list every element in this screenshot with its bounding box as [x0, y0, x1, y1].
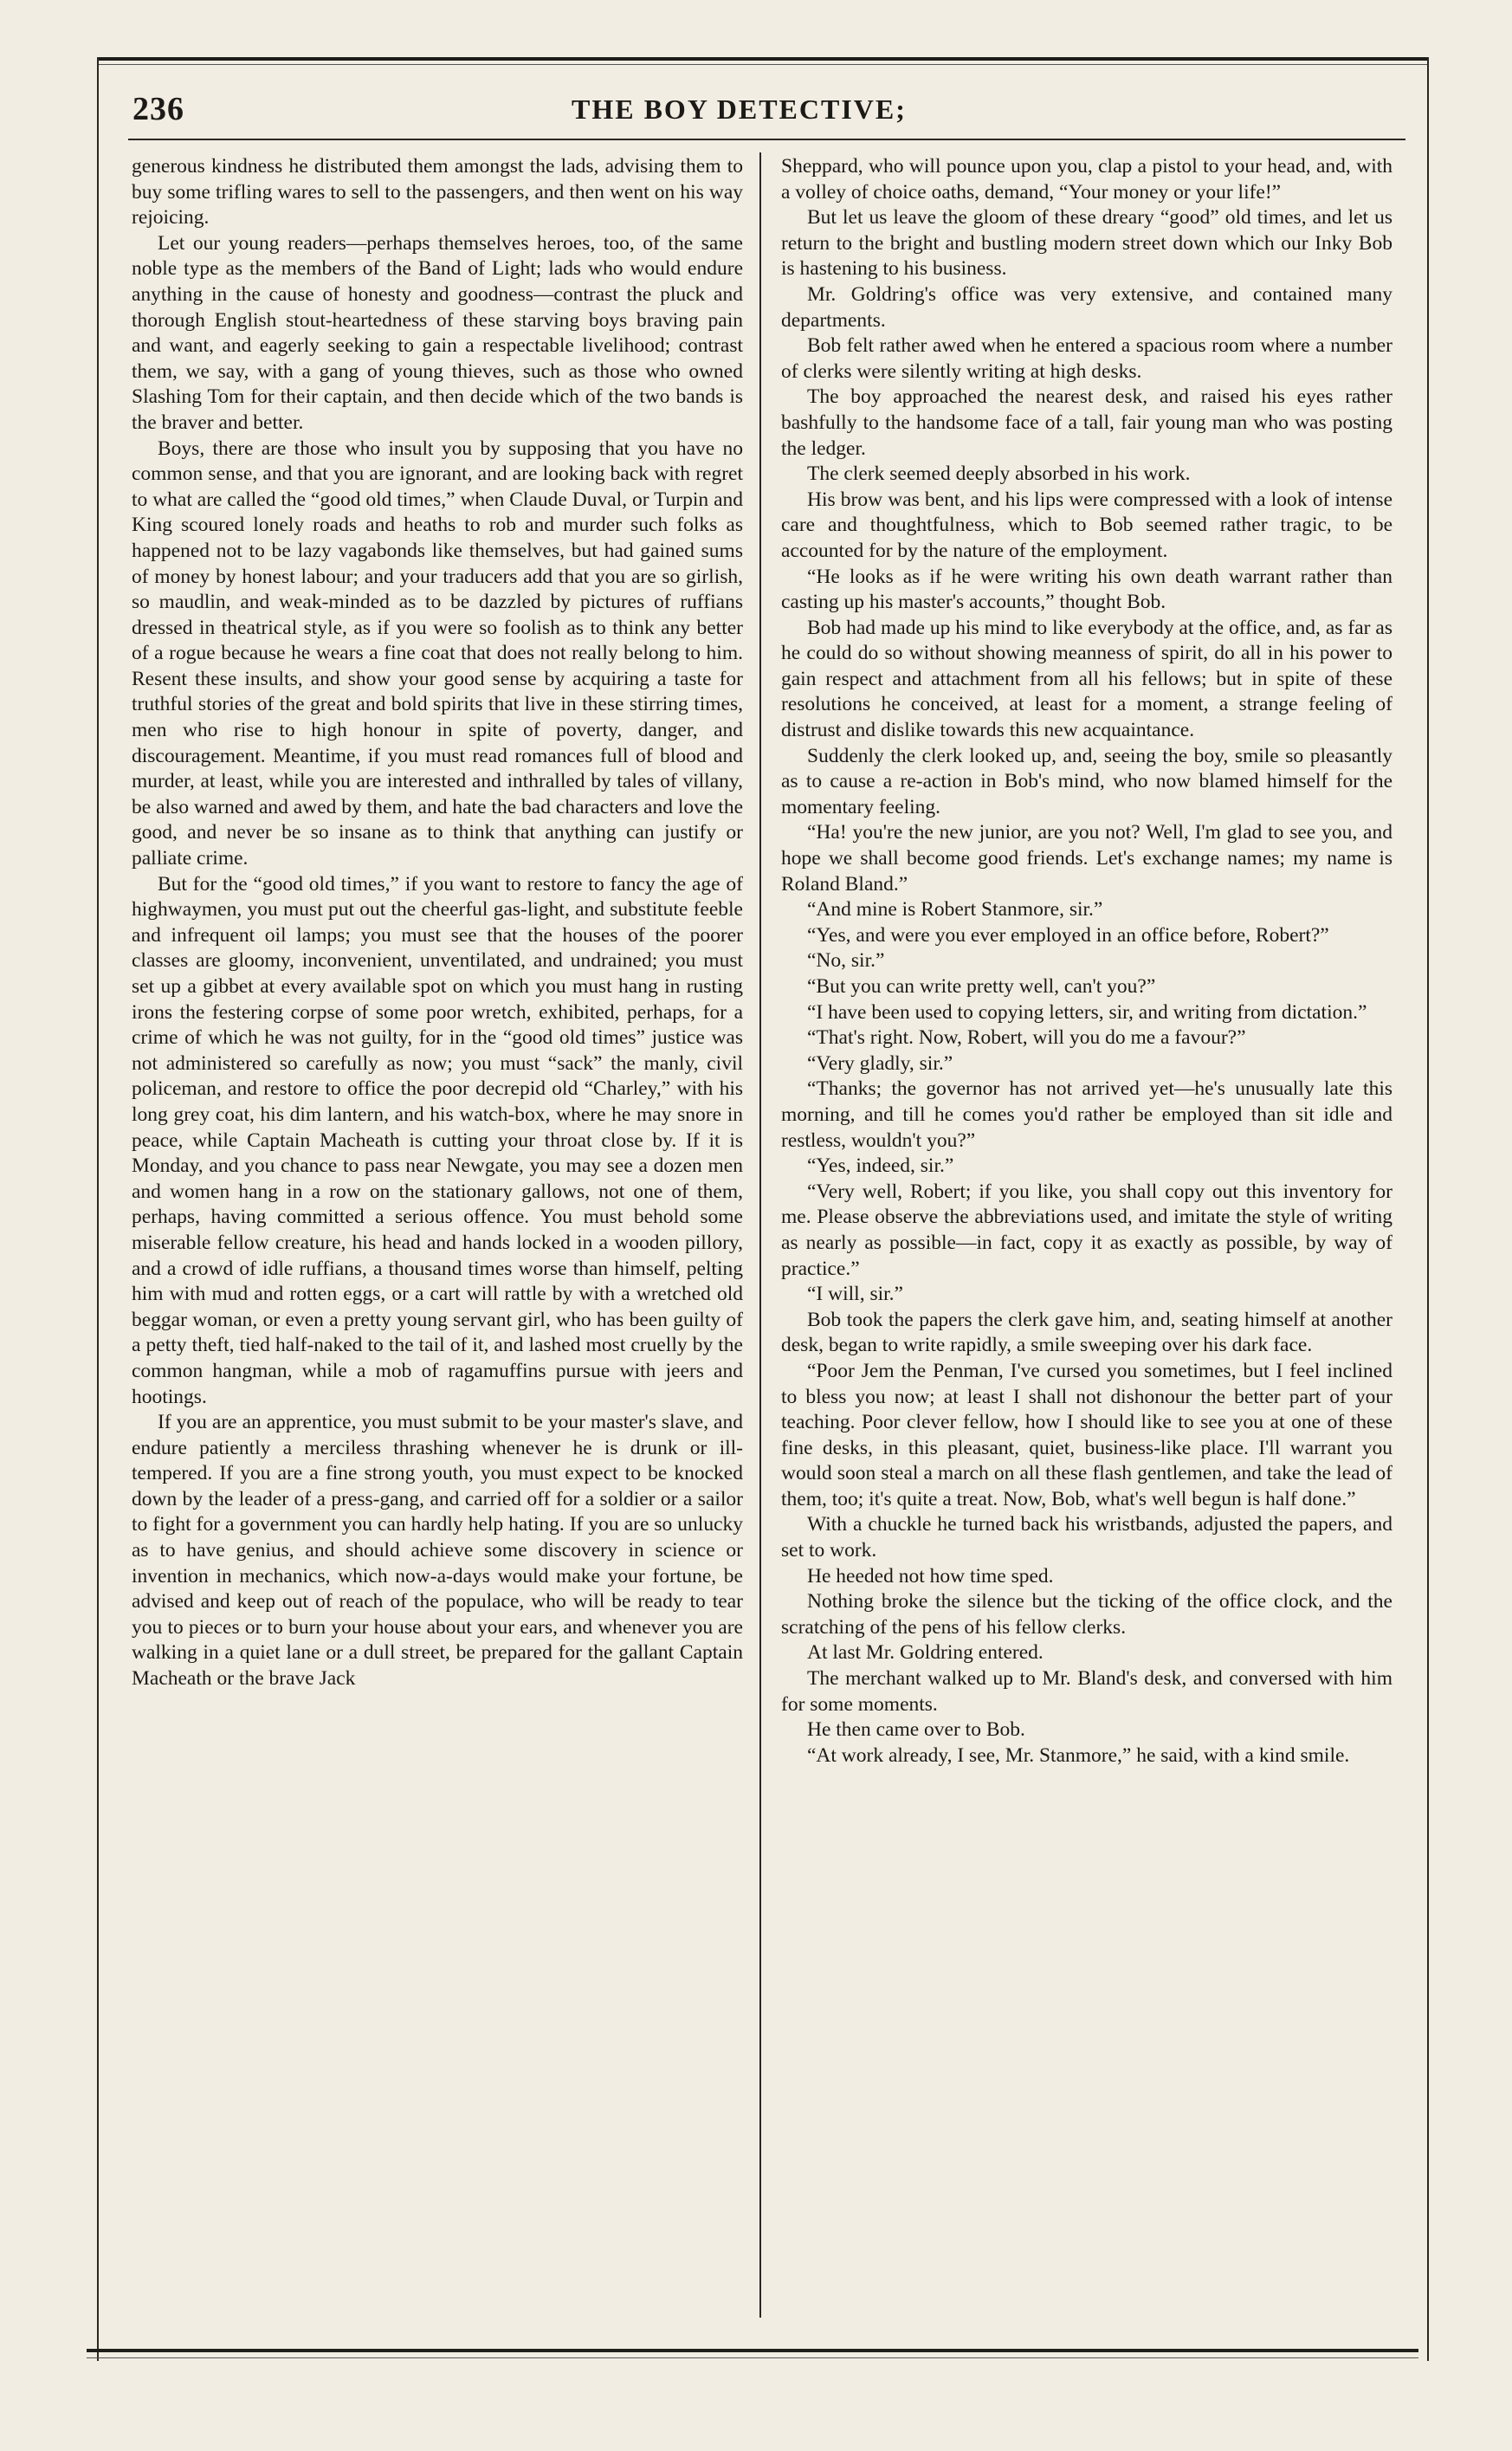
paragraph: But let us leave the gloom of these dreary “good” old times, and let us return to the bright and bustling modern street down which our Inky Bob is hastening to his business. — [781, 206, 1392, 281]
left-column — [132, 154, 743, 2302]
paragraph: He then came over to Bob. — [807, 1718, 1025, 1742]
paragraph: “Thanks; the governor has not arrived yet—he's unusually late this morning, and till he comes you'd rather be employed than sit idle and restless, wouldn't you?” — [781, 1077, 1392, 1152]
paragraph: “And mine is Robert Stanmore, sir.” — [807, 898, 1103, 922]
paragraph: “He looks as if he were writing his own death warrant rather than casting up his master's accounts,” thought Bob. — [781, 565, 1392, 614]
paragraph: His brow was bent, and his lips were compressed with a look of intense care and thoughtfulness, which to Bob seemed rather tragic, to be accounted for by the nature of the employment. — [781, 488, 1392, 562]
paragraph: Bob had made up his mind to like everybody at the office, and, as far as he could do so without showing meanness of spirit, do all in his power to gain respect and attachment from all his fellows; but in spite of these resolutions he conceived, at least for a moment, a strange feeling of distrust and dislike towards this new acquaintance. — [781, 616, 1392, 742]
paragraph: “I have been used to copying letters, sir, and writing from dictation.” — [807, 1000, 1367, 1024]
paragraph: “Very well, Robert; if you like, you shall copy out this inventory for me. Please observe the abbreviations used, and imitate the style of writing as nearly as possible—in fact, copy it as exactly as possible, by way of practice.” — [781, 1180, 1392, 1280]
paragraph: The boy approached the nearest desk, and raised his eyes rather bashfully to the handsome face of a tall, fair young man who was posting the ledger. — [781, 385, 1392, 460]
bottom-border-thin-rule — [87, 2357, 1418, 2358]
paragraph: With a chuckle he turned back his wristbands, adjusted the papers, and set to work. — [781, 1513, 1392, 1562]
paragraph: The merchant walked up to Mr. Bland's desk, and conversed with him for some moments. — [781, 1667, 1392, 1716]
paragraph: “Yes, and were you ever employed in an office before, Robert?” — [807, 923, 1329, 947]
paragraph: Nothing broke the silence but the ticking of the office clock, and the scratching of the pens of his fellow clerks. — [781, 1590, 1392, 1639]
column-divider — [759, 152, 761, 2318]
paragraph: Boys, there are those who insult you by supposing that you have no common sense, and that you are ignorant, and are looking back with regret to what are called the “good old times,” when Claude Duval, or Turpin and King scoured lonely roads and heaths to rob and murder such folks as happened not to be lazy vagabonds like themselves, but had gained sums of money by honest labour; and your traducers add that you are so girlish, so maudlin, and weak-minded as to be dazzled by pictures of ruffians dressed in theatrical style, as if you were so foolish as to think any better of a rogue because he wears a fine coat that does not really belong to him. Resent these insults, and show your good sense by acquiring a taste for truthful stories of the great and bold spirits that live in these stirring times, men who rise to high honour in spite of poverty, danger, and discouragement. Meantime, if you must read romances full of blood and murder, at least, while you are interested and inthralled by tales of villany, be also warned and awed by them, and hate the bad characters and love the good, and never be so insane as to think that anything can justify or palliate crime. — [132, 437, 743, 870]
page-number: 236 — [132, 91, 184, 127]
paragraph: But for the “good old times,” if you want to restore to fancy the age of highwaymen, you must put out the cheerful gas-light, and substitute feeble and infrequent oil lamps; you must see that the houses of the poorer classes are gloomy, inconvenient, unventilated, and undrained; you must set up a gibbet at every available spot on which you must hang in rusting irons the festering corpse of some poor wretch, exhibited, perhaps, for a crime of which he was not guilty, for in the “good old times” justice was not administered so carefully as now; you must “sack” the manly, civil policeman, and restore to office the poor decrepid old “Charley,” with his long grey coat, his dim lantern, and his watch-box, where he may snore in peace, while Captain Macheath is cutting your throat close by. If it is Monday, and you chance to pass near Newgate, you may see a dozen men and women hang in a row on the stationary gallows, not one of them, perhaps, having committed a serious offence. You must behold some miserable fellow creature, his head and hands locked in a wooden pillory, and a crowd of idle ruffians, a thousand times worse than himself, pelting him with mud and rotten eggs, or a cart will rattle by with a wretched old beggar woman, or even a pretty young servant girl, who has been guilty of a petty theft, tied half-naked to the tail of it, and lashed most cruelly by the common hangman, while a mob of ragamuffins pursue with jeers and hootings. — [132, 872, 743, 1408]
paragraph: If you are an apprentice, you must submit to be your master's slave, and endure patiently a merciless thrashing whenever he is drunk or ill-tempered. If you are a fine strong youth, you must expect to be knocked down by the leader of a press-gang, and carried off for a soldier or a sailor to fight for a government you can hardly help hating. If you are so unlucky as to have genius, and should achieve some discovery in science or invention in mechanics, which now-a-days would make your fortune, be advised and keep out of reach of the populace, who will be ready to tear you to pieces or to burn your house about your ears, and whenever you are walking in a quiet lane or a dull street, be prepared for the gallant Captain Macheath or the brave Jack — [132, 1411, 743, 1691]
paragraph: He heeded not how time sped. — [807, 1564, 1054, 1588]
header-rule — [128, 139, 1405, 140]
top-border-thin-rule — [97, 64, 1429, 65]
paragraph: “Yes, indeed, sir.” — [807, 1154, 954, 1178]
bottom-border-rule — [87, 2349, 1418, 2352]
paragraph: “Very gladly, sir.” — [807, 1051, 953, 1075]
paragraph: “I will, sir.” — [807, 1283, 903, 1306]
paragraph: Sheppard, who will pounce upon you, clap a pistol to your head, and, with a volley of choice oaths, demand, “Your money or your life!” — [781, 155, 1392, 204]
paragraph: Let our young readers—perhaps themselves heroes, too, of the same noble type as the members of the Band of Light; lads who would endure anything in the cause of honesty and goodness—contrast the pluck and thorough English stout-heartedness of these starving boys braving pain and want, and eagerly seeking to gain a respectable livelihood; contrast them, we say, with a gang of young thieves, such as those who owned Slashing Tom for their captain, and then decide which of the two bands is the braver and better. — [132, 231, 743, 434]
right-border-rule — [1427, 57, 1429, 2361]
paragraph: Suddenly the clerk looked up, and, seeing the boy, smile so pleasantly as to cause a re-action in Bob's mind, who now blamed himself for the momentary feeling. — [781, 744, 1392, 818]
paragraph: “But you can write pretty well, can't you?” — [807, 975, 1156, 998]
running-title: THE BOY DETECTIVE; — [572, 94, 907, 125]
top-border-rule — [97, 57, 1429, 61]
left-border-rule — [97, 57, 99, 2361]
paragraph: generous kindness he distributed them amongst the lads, advising them to buy some trifling wares to sell to the passengers, and then went on his way rejoicing. — [132, 155, 743, 230]
paragraph: Mr. Goldring's office was very extensive, and contained many departments. — [781, 282, 1392, 332]
paragraph: “Ha! you're the new junior, are you not? Well, I'm glad to see you, and hope we shall become good friends. Let's exchange names; my name is Roland Bland.” — [781, 821, 1392, 896]
paragraph: Bob took the papers the clerk gave him, and, seating himself at another desk, began to write rapidly, a smile sweeping over his dark face. — [781, 1308, 1392, 1357]
paragraph: “At work already, I see, Mr. Stanmore,” he said, with a kind smile. — [807, 1743, 1350, 1767]
paragraph: The clerk seemed deeply absorbed in his work. — [807, 462, 1191, 486]
paragraph: “That's right. Now, Robert, will you do me a favour?” — [807, 1026, 1246, 1050]
paragraph: “No, sir.” — [807, 949, 885, 973]
paragraph: “Poor Jem the Penman, I've cursed you sometimes, but I feel inclined to bless you now; at least I shall not dishonour the better part of your teaching. Poor clever fellow, how I should like to see you at one of these fine desks, in this pleasant, quiet, business-like place. I'll warrant you would soon steal a march on all these flash gentlemen, and take the lead of them, too; it's quite a treat. Now, Bob, what's well begun is half done.” — [781, 1359, 1392, 1510]
paragraph: Bob felt rather awed when he entered a spacious room where a number of clerks were silently writing at high desks. — [781, 334, 1392, 383]
paragraph: At last Mr. Goldring entered. — [807, 1641, 1044, 1665]
right-column — [781, 154, 1392, 2302]
